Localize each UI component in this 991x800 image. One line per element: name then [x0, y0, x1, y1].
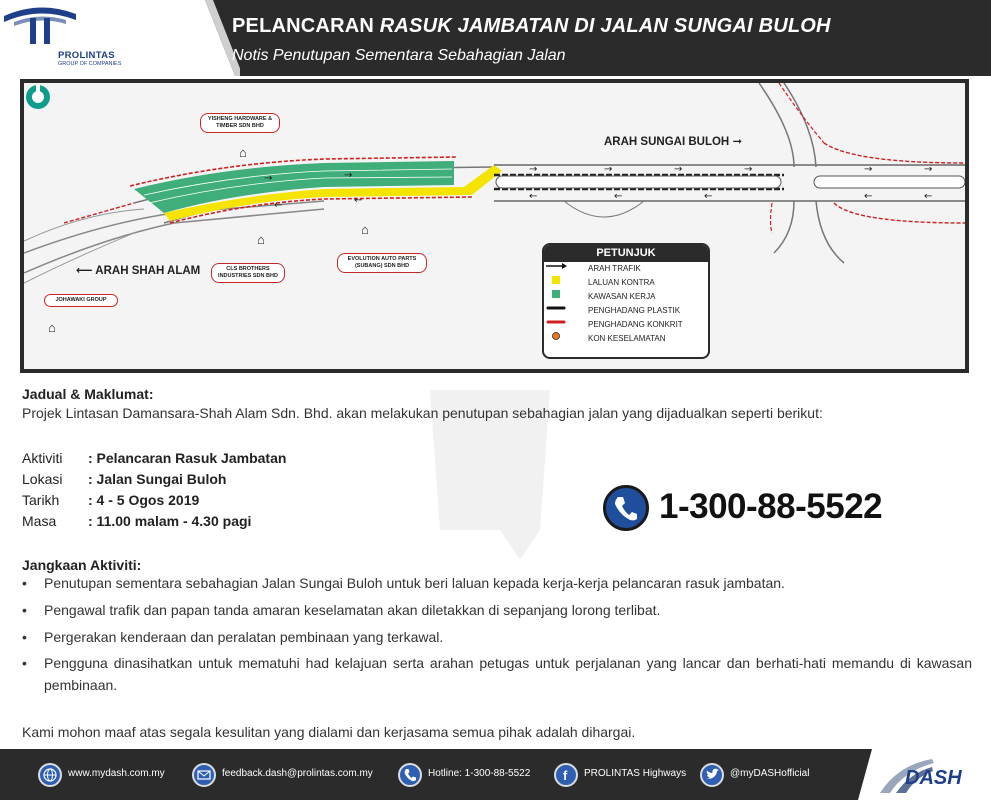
svg-text:←: ←	[274, 200, 283, 211]
schedule-heading: Jadual & Maklumat:	[22, 386, 154, 402]
svg-text:→: →	[864, 164, 873, 175]
direction-label-sungai-buloh: ARAH SUNGAI BULOH ➞	[604, 136, 743, 148]
svg-text:←: ←	[704, 191, 713, 202]
svg-text:→: →	[744, 164, 753, 175]
green-square	[544, 290, 568, 298]
direction-label-shah-alam: ⟵ ARAH SHAH ALAM	[76, 265, 201, 277]
road-diagram-drawing	[24, 83, 965, 369]
legend-item-kawasan-kerja: KAWASAN KERJA	[544, 290, 708, 304]
svg-text:→: →	[604, 164, 613, 175]
road-diagram	[20, 79, 969, 373]
legend-item-arah-trafik: ARAH TRAFIK	[544, 262, 708, 276]
building-icon: ⌂	[48, 320, 56, 335]
hotline-number[interactable]: 1-300-88-5522	[659, 487, 883, 526]
callout-johawaki: JOHAWAKI GROUP	[44, 294, 118, 307]
svg-text:←: ←	[864, 191, 873, 202]
twitter-icon	[700, 763, 724, 787]
legend-title: PETUNJUK	[544, 245, 708, 262]
building-icon: ⌂	[361, 222, 369, 237]
logo-subtitle: GROUP OF COMPANIES	[58, 61, 122, 67]
title-emphasis: RASUK JAMBATAN DI JALAN SUNGAI BULOH	[379, 15, 831, 37]
globe-icon	[38, 763, 62, 787]
svg-text:←: ←	[924, 191, 933, 202]
red-line	[544, 318, 568, 326]
page-subtitle: Notis Penutupan Sementara Sebahagian Jalan	[232, 47, 566, 64]
header-bar	[0, 0, 991, 76]
logo-name: PROLINTAS	[58, 50, 115, 61]
yellow-square	[544, 276, 568, 284]
closing-note: Kami mohon maaf atas segala kesulitan yang dialami dan kerjasama semua pihak adalah dihargai.	[22, 724, 636, 740]
callout-evolution-auto: EVOLUTION AUTO PARTS (SUBANG) SDN BHD	[337, 253, 427, 273]
building-icon: ⌂	[239, 145, 247, 160]
mail-icon	[192, 763, 216, 787]
phone-icon	[398, 763, 422, 787]
info-value-aktiviti: : Pelancaran Rasuk Jambatan	[88, 450, 287, 466]
logo-panel	[0, 0, 240, 76]
page-title	[232, 15, 831, 38]
svg-text:f: f	[563, 768, 568, 783]
svg-text:→: →	[924, 164, 933, 175]
dash-logo-text: DASH	[905, 767, 962, 789]
schedule-intro: Projek Lintasan Damansara-Shah Alam Sdn. Bhd. akan melakukan penutupan sebahagian jalan yang dijadualkan seperti berikut:	[22, 405, 823, 421]
svg-text:←: ←	[354, 195, 363, 206]
callout-yisheng: YISHENG HARDWARE & TIMBER SDN BHD	[200, 113, 280, 133]
facebook-icon	[554, 763, 578, 787]
legend-item-kon-keselamatan: KON KESELAMATAN	[544, 332, 708, 346]
svg-text:←: ←	[529, 191, 538, 202]
svg-text:→: →	[674, 164, 683, 175]
cone-dot	[544, 332, 568, 340]
svg-text:→: →	[529, 164, 538, 175]
svg-text:←: ←	[614, 191, 623, 202]
arrow-left-icon: ⟵	[76, 265, 93, 277]
scope-heading: Jangkaan Aktiviti:	[22, 557, 142, 573]
callout-cls-brothers: CLS BROTHERS INDUSTRIES SDN BHD	[211, 263, 285, 283]
info-key-masa: Masa	[22, 513, 57, 529]
info-key-tarikh: Tarikh	[22, 492, 60, 508]
info-value-masa: : 11.00 malam - 4.30 pagi	[88, 513, 252, 529]
footer-bar: www.mydash.com.my feedback.dash@prolintas.com.my Hotline: 1-300-88-5522 f PROLINTAS Highways @myDASHofficial DASH	[0, 749, 991, 800]
svg-text:→: →	[264, 173, 273, 184]
title-prefix: PELANCARAN	[232, 15, 380, 37]
prolintas-logo-icon	[0, 0, 80, 46]
phone-icon	[603, 485, 649, 531]
building-icon: ⌂	[257, 232, 265, 247]
info-value-tarikh: : 4 - 5 Ogos 2019	[88, 492, 200, 508]
black-line	[544, 304, 568, 312]
petronas-logo-icon	[24, 83, 52, 111]
info-value-lokasi: : Jalan Sungai Buloh	[88, 471, 227, 487]
legend-item-laluan-kontra: LALUAN KONTRA	[544, 276, 708, 290]
info-key-lokasi: Lokasi	[22, 471, 63, 487]
legend-item-penghadang-plastik: PENGHADANG PLASTIK	[544, 304, 708, 318]
legend-item-penghadang-konkrit: PENGHADANG KONKRIT	[544, 318, 708, 332]
map-legend	[542, 243, 710, 359]
arrow-icon	[544, 262, 568, 270]
arrow-right-icon: ➞	[732, 136, 743, 148]
svg-text:→: →	[344, 170, 353, 181]
info-key-aktiviti: Aktiviti	[22, 450, 63, 466]
